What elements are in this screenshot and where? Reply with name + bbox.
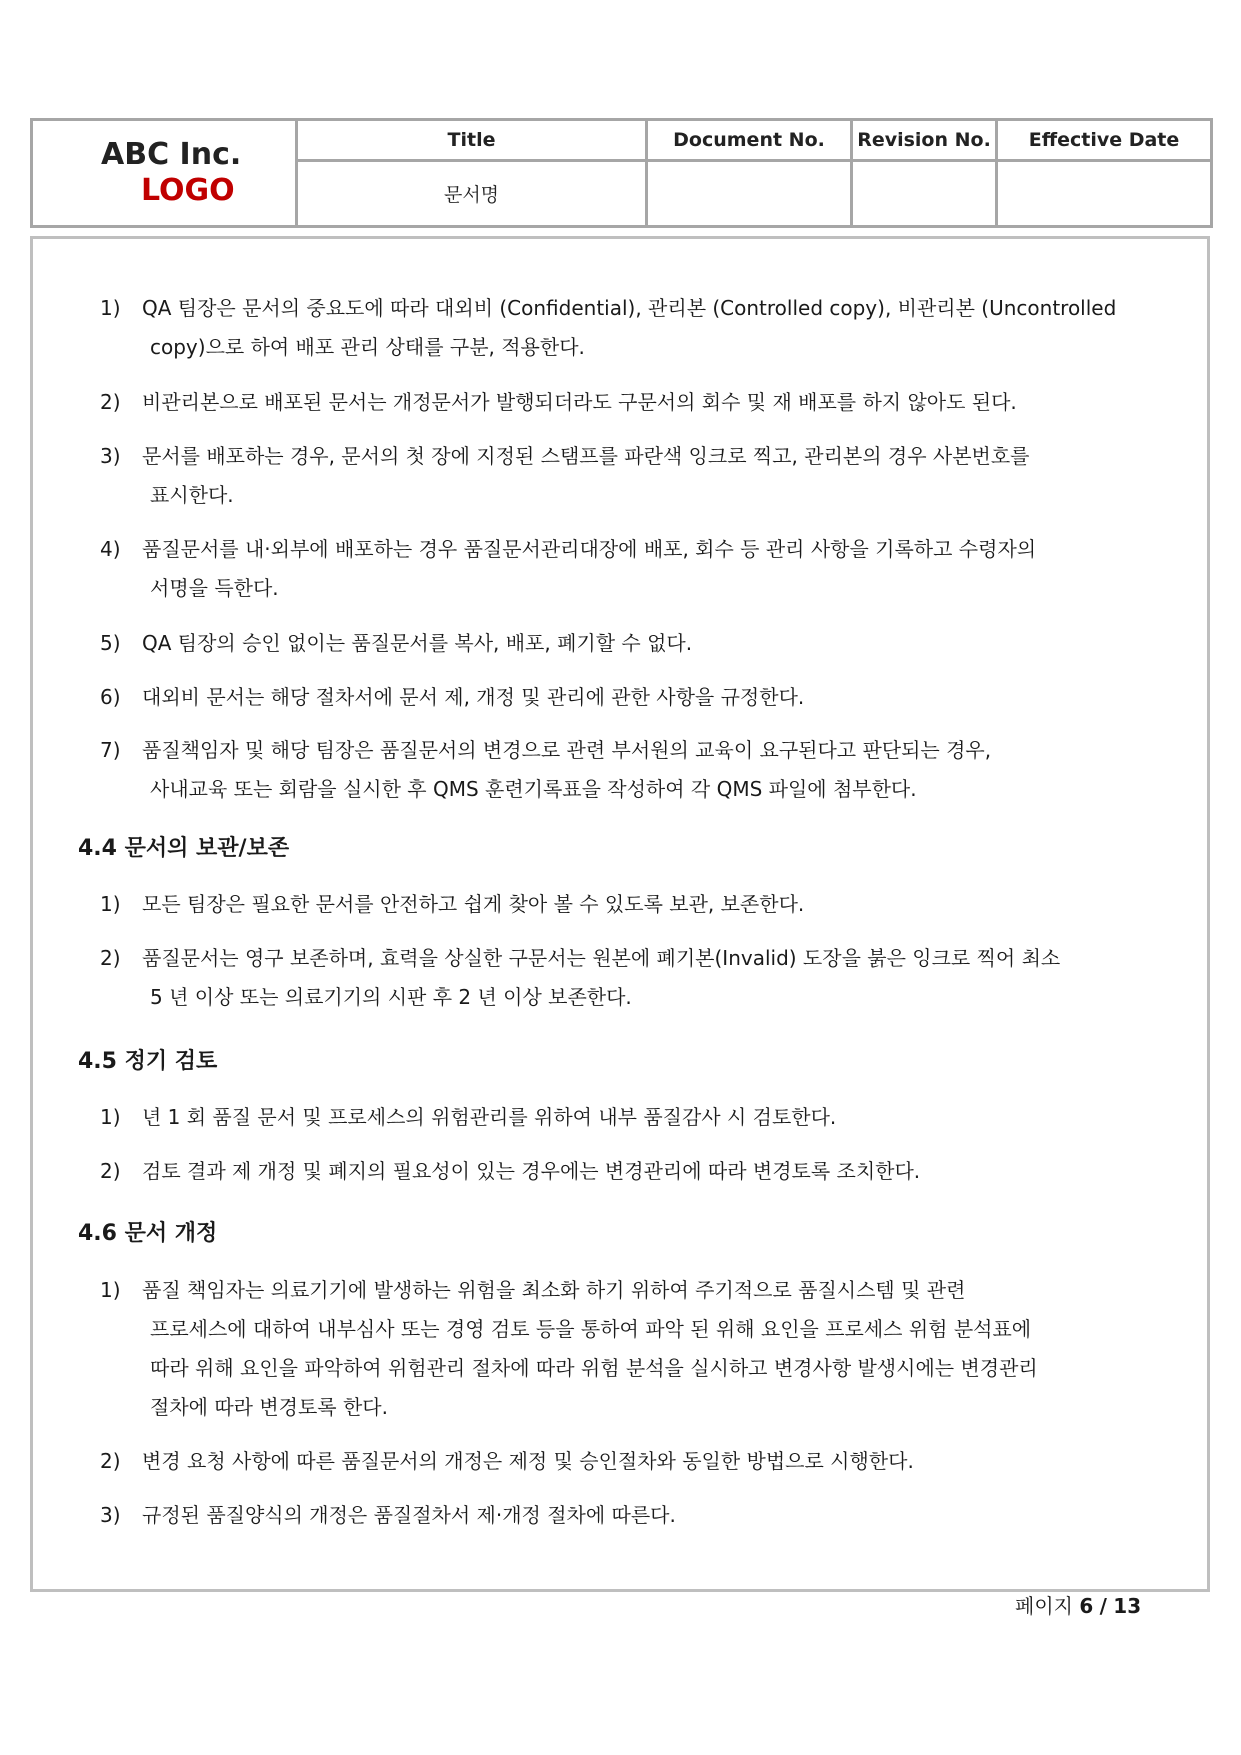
list-item: 1) 모든 팀장은 필요한 문서를 안전하고 쉽게 찾아 볼 수 있도록 보관, 보존한다. [100,892,805,916]
list-item: 1) 년 1 회 품질 문서 및 프로세스의 위험관리를 위하여 내부 품질감사 시 검토한다. [100,1105,837,1129]
title-header: Title [297,120,647,161]
document-no-value [647,161,852,227]
revision-no-value [852,161,997,227]
section-heading-4-5: 4.5 정기 검토 [78,1049,218,1074]
list-item: 5) QA 팀장의 승인 없이는 품질문서를 복사, 배포, 폐기할 수 없다. [100,631,693,655]
section-heading-4-6: 4.6 문서 개정 [78,1221,218,1246]
section-heading-4-4: 4.4 문서의 보관/보존 [78,836,290,861]
document-header [30,118,1213,228]
list-item: 2) 변경 요청 사항에 따른 품질문서의 개정은 제정 및 승인절차와 동일한 방법으로 시행한다. [100,1449,914,1473]
revision-no-header: Revision No. [852,120,997,161]
list-item: 6) 대외비 문서는 해당 절차서에 문서 제, 개정 및 관리에 관한 사항을 규정한다. [100,685,805,709]
company-name: ABC Inc. [101,137,242,172]
list-item: 4) 품질문서를 내·외부에 배포하는 경우 품질문서관리대장에 배포, 회수 등 관리 사항을 기록하고 수령자의 서명을 득한다. [100,537,1037,600]
list-item: 3) 규정된 품질양식의 개정은 품질절차서 제·개정 절차에 따른다. [100,1503,676,1527]
list-item: 7) 품질책임자 및 해당 팀장은 품질문서의 변경으로 관련 부서원의 교육이 요구된다고 판단되는 경우, 사내교육 또는 회람을 실시한 후 QMS 훈련기록표을 작성하여 각 QMS 파일에 첨부한다. [100,738,992,801]
document-no-header: Document No. [647,120,852,161]
page-number: 페이지 6 / 13 [1015,1594,1142,1618]
list-item: 3) 문서를 배포하는 경우, 문서의 첫 장에 지정된 스탬프를 파란색 잉크로 찍고, 관리본의 경우 사본번호를 표시한다. [100,444,1030,507]
logo-text: LOGO [141,173,235,208]
list-item: 1) QA 팀장은 문서의 중요도에 따라 대외비 (Confidential), 관리본 (Controlled copy), 비관리본 (Uncontrolled copy)으로 하여 배포 관리 상태를 구분, 적용한다. [100,296,1117,359]
list-item: 2) 검토 결과 제 개정 및 폐지의 필요성이 있는 경우에는 변경관리에 따라 변경토록 조치한다. [100,1159,921,1183]
effective-date-header: Effective Date [997,120,1212,161]
logo-cell [32,120,297,227]
content-frame [30,236,1210,1592]
list-item: 1) 품질 책임자는 의료기기에 발생하는 위험을 최소화 하기 위하여 주기적으로 품질시스템 및 관련 프로세스에 대하여 내부심사 또는 경영 검토 등을 통하여 파악 된 위해 요인을 프로세스 위험 분석표에 따라 위해 요인을 파악하여 위험관리 절차에 따라 위험 분석을 실시하고 변경사항 발생시에는 변경관리 절차에 따라 변경토록 한다. [100,1278,1038,1419]
title-value: 문서명 [297,161,647,227]
list-item: 2) 비관리본으로 배포된 문서는 개정문서가 발행되더라도 구문서의 회수 및 재 배포를 하지 않아도 된다. [100,390,1017,414]
list-item: 2) 품질문서는 영구 보존하며, 효력을 상실한 구문서는 원본에 폐기본(Invalid) 도장을 붉은 잉크로 찍어 최소 5 년 이상 또는 의료기기의 시판 후 2 년 이상 보존한다. [100,946,1061,1009]
effective-date-value [997,161,1212,227]
